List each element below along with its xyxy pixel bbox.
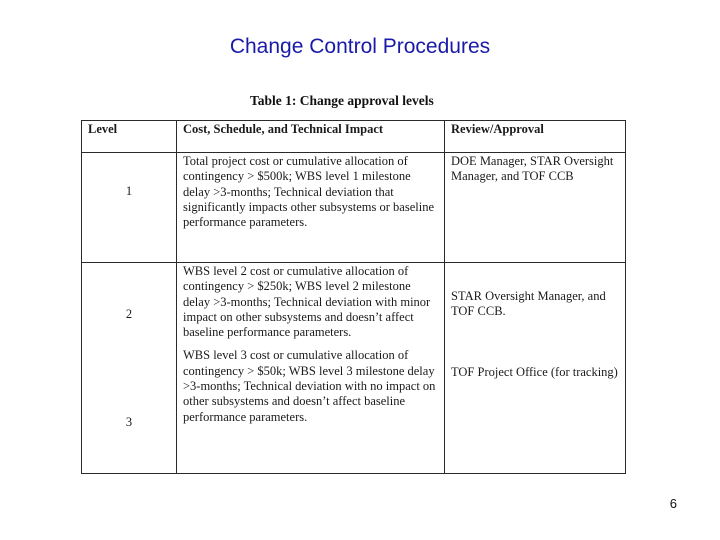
- approval-text: STAR Oversight Manager, and TOF CCB.: [451, 289, 606, 319]
- page-number: 6: [669, 496, 677, 511]
- impact-text: WBS level 3 cost or cumulative allocation of contingency > $50k; WBS level 3 milestone delay >3-months; Technical deviation with no impact on other subsystems and doesn’t affect baseline performance parameters.: [183, 348, 436, 424]
- level-cell: [82, 153, 177, 263]
- header-impact: Cost, Schedule, and Technical Impact: [177, 121, 445, 153]
- level-cell: [82, 263, 177, 474]
- table-header-row: [82, 121, 626, 153]
- level-value: 2: [125, 307, 133, 321]
- table-caption: Table 1: Change approval levels: [250, 93, 434, 108]
- level-value: 3: [125, 415, 133, 429]
- table-row: [82, 263, 626, 474]
- slide-title: Change Control Procedures: [229, 35, 491, 58]
- approval-text: TOF Project Office (for tracking): [451, 364, 618, 379]
- impact-cell: [177, 263, 445, 474]
- impact-text: WBS level 2 cost or cumulative allocation of contingency > $250k; WBS level 2 milestone delay >3-months; Technical deviation with minor impact on other subsystems and doesn’t affect baseline performance parameters.: [183, 264, 431, 340]
- change-approval-table: [81, 120, 626, 474]
- approval-cell: [445, 263, 626, 474]
- approval-cell: DOE Manager, STAR Oversight Manager, and TOF CCB: [445, 153, 626, 263]
- header-level: Level: [82, 121, 177, 153]
- impact-cell: Total project cost or cumulative allocation of contingency > $500k; WBS level 1 milestone delay >3-months; Technical deviation that significantly impacts other subsystems or baseline performance parameters.: [177, 153, 445, 263]
- header-approval: Review/Approval: [445, 121, 626, 153]
- table-row: [82, 153, 626, 263]
- level-value: 1: [125, 184, 133, 198]
